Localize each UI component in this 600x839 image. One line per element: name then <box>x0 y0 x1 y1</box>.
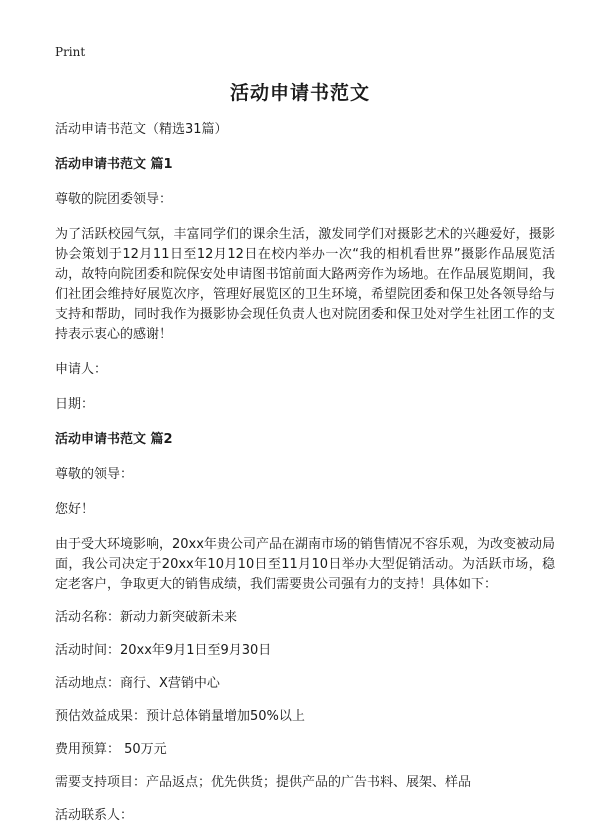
print-link[interactable]: Print <box>55 45 86 59</box>
section-1-body: 为了活跃校园气氛，丰富同学们的课余生活，激发同学们对摄影艺术的兴趣爱好，摄影协会策划于12月11日至12月12日在校内举办一次“我的相机看世界”摄影作品展览活动，故特向院团委和院保安处申请图书馆前面大路两旁作为场地。在作品展览期间，我们社团会维持好展览次序，管理好展览区的卫生环境，希望院团委和保卫处各领导给与支持和帮助，同时我作为摄影协会现任负责人也对院团委和保卫处对学生社团工作的支持表示衷心的感谢！ <box>55 227 555 342</box>
budget: 费用预算： 50万元 <box>55 742 167 757</box>
section-1-salutation: 尊敬的院团委领导： <box>55 192 173 207</box>
document-content <box>55 120 555 839</box>
section-heading-1: 活动申请书范文 篇1 <box>55 157 173 172</box>
section-heading-2: 活动申请书范文 篇2 <box>55 432 173 447</box>
expected-results: 预估效益成果：预计总体销量增加50%以上 <box>55 709 305 724</box>
section-1-applicant: 申请人： <box>55 362 108 377</box>
section-1-date: 日期： <box>55 397 95 412</box>
activity-contact: 活动联系人： <box>55 808 134 823</box>
activity-time: 活动时间：20xx年9月1日至9月30日 <box>55 643 272 658</box>
support-items: 需要支持项目：产品返点；优先供货；提供产品的广告书料、展架、样品 <box>55 775 472 790</box>
activity-location: 活动地点：商行、X营销中心 <box>55 676 220 691</box>
section-2-greeting: 您好！ <box>55 502 95 517</box>
activity-name: 活动名称：新动力新突破新未来 <box>55 610 238 625</box>
document-subtitle: 活动申请书范文（精选31篇） <box>55 122 228 137</box>
section-2-body: 由于受大环境影响，20xx年贵公司产品在湖南市场的销售情况不容乐观，为改变被动局面，我公司决定于20xx年10月10日至11月10日举办大型促销活动。为活跃市场，稳定老客户，争取更大的销售成绩，我们需要贵公司强有力的支持！具体如下： <box>55 537 555 592</box>
document-title: 活动申请书范文 <box>229 82 370 104</box>
section-2-salutation: 尊敬的领导： <box>55 467 134 482</box>
